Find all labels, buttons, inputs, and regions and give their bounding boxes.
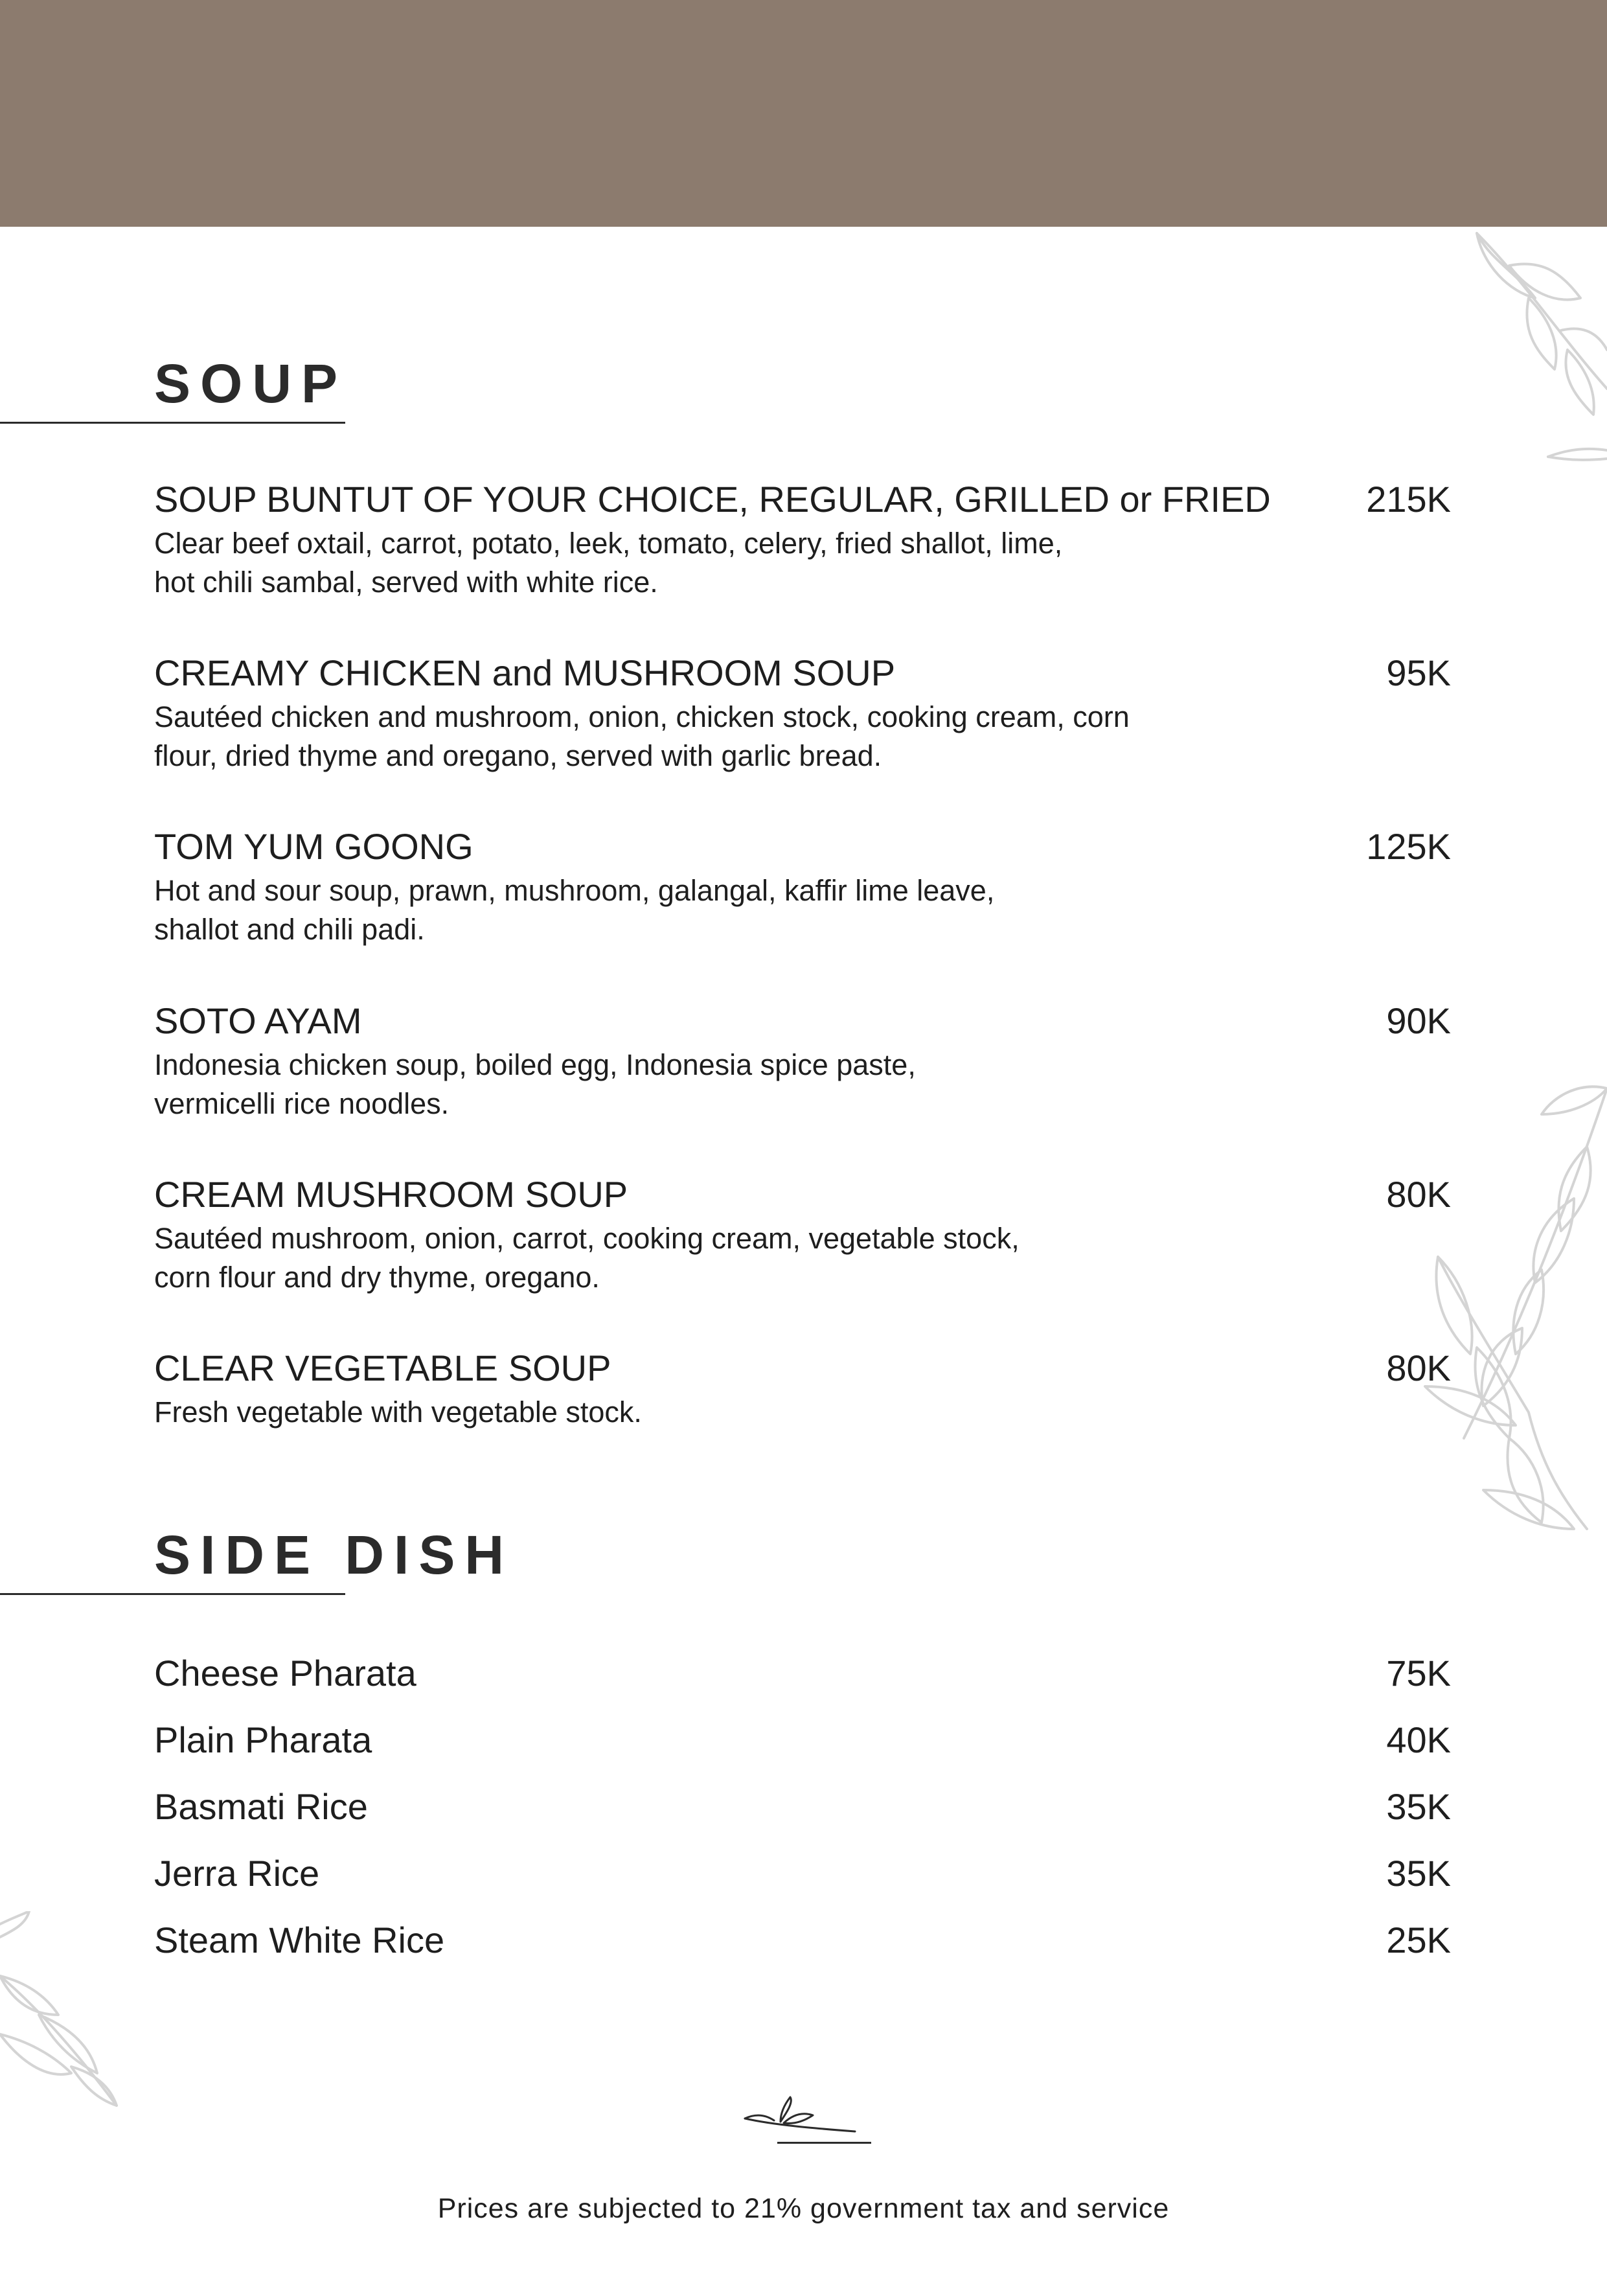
- menu-item-name: CREAM MUSHROOM SOUP: [154, 1174, 628, 1215]
- menu-item-description: [154, 1046, 1451, 1123]
- menu-item-price: 90K: [1386, 1000, 1451, 1041]
- leaf-ornament-bottom-left-icon: [0, 1911, 123, 2125]
- menu-item-description-line: Sautéed mushroom, onion, carrot, cooking cream, vegetable stock,: [154, 1222, 1020, 1255]
- side-dish-name: Basmati Rice: [154, 1786, 368, 1827]
- menu-item-name: TOM YUM GOONG: [154, 826, 473, 867]
- menu-item-description: [154, 524, 1451, 602]
- menu-item: [154, 998, 1451, 1123]
- menu-item-description-line: shallot and chili padi.: [154, 913, 425, 946]
- menu-item: [154, 1171, 1451, 1297]
- soup-section-title: SOUP: [154, 353, 348, 414]
- side-dish-item: [154, 1917, 1451, 1964]
- side-dish-name: Jerra Rice: [154, 1853, 320, 1894]
- menu-item-description-line: Indonesia chicken soup, boiled egg, Indonesia spice paste,: [154, 1048, 916, 1081]
- footer-divider: [777, 2142, 871, 2144]
- side-dish-price: 35K: [1386, 1786, 1451, 1827]
- menu-item-price: 215K: [1366, 479, 1451, 520]
- side-dish-price: 25K: [1386, 1920, 1451, 1960]
- menu-item-description-line: Clear beef oxtail, carrot, potato, leek, tomato, celery, fried shallot, lime,: [154, 527, 1063, 560]
- menu-item-description-line: Sautéed chicken and mushroom, onion, chicken stock, cooking cream, corn: [154, 700, 1130, 733]
- side-dish-item: [154, 1850, 1451, 1897]
- menu-item-description-line: flour, dried thyme and oregano, served with garlic bread.: [154, 739, 882, 772]
- menu-item-name: CREAMY CHICKEN and MUSHROOM SOUP: [154, 652, 896, 693]
- menu-item-description: [154, 871, 1451, 949]
- menu-item-description-line: Hot and sour soup, prawn, mushroom, galangal, kaffir lime leave,: [154, 874, 995, 907]
- side-dish-name: Cheese Pharata: [154, 1653, 416, 1693]
- menu-item-description: [154, 1393, 1451, 1432]
- menu-item: [154, 650, 1451, 775]
- menu-item: [154, 823, 1451, 949]
- menu-item-price: 80K: [1386, 1174, 1451, 1215]
- tax-note: Prices are subjected to 21% government tax and service: [437, 2193, 1170, 2224]
- side-dish-item: [154, 1717, 1451, 1763]
- menu-item-name: SOUP BUNTUT OF YOUR CHOICE, REGULAR, GRILLED or FRIED: [154, 479, 1271, 520]
- leaf-sprig-icon: [742, 2096, 858, 2135]
- side-dish-price: 75K: [1386, 1653, 1451, 1693]
- menu-item-name: SOTO AYAM: [154, 1000, 362, 1041]
- menu-item-price: 95K: [1386, 652, 1451, 693]
- soup-section-divider: [0, 422, 345, 424]
- menu-item-description: [154, 1219, 1451, 1297]
- menu-item-price: 125K: [1366, 826, 1451, 867]
- menu-item-description: [154, 698, 1451, 775]
- leaf-ornament-right-icon: [1412, 1075, 1607, 1568]
- menu-item-description-line: vermicelli rice noodles.: [154, 1087, 450, 1120]
- menu-item: [154, 476, 1451, 602]
- side-dish-price: 35K: [1386, 1853, 1451, 1894]
- header-band: [0, 0, 1607, 227]
- side-dish-section-title: SIDE DISH: [154, 1524, 514, 1585]
- side-dish-price: 40K: [1386, 1719, 1451, 1760]
- menu-item-price: 80K: [1386, 1348, 1451, 1388]
- menu-item-description-line: hot chili sambal, served with white rice.: [154, 566, 658, 599]
- side-dish-item: [154, 1784, 1451, 1830]
- menu-item-name: CLEAR VEGETABLE SOUP: [154, 1348, 611, 1388]
- side-dish-item: [154, 1650, 1451, 1697]
- menu-item-description-line: Fresh vegetable with vegetable stock.: [154, 1395, 642, 1429]
- menu-item-description-line: corn flour and dry thyme, oregano.: [154, 1261, 600, 1294]
- leaf-ornament-top-right-icon: [1451, 220, 1607, 479]
- side-dish-name: Steam White Rice: [154, 1920, 445, 1960]
- side-dish-name: Plain Pharata: [154, 1719, 372, 1760]
- menu-item: [154, 1345, 1451, 1432]
- side-dish-section-divider: [0, 1593, 345, 1595]
